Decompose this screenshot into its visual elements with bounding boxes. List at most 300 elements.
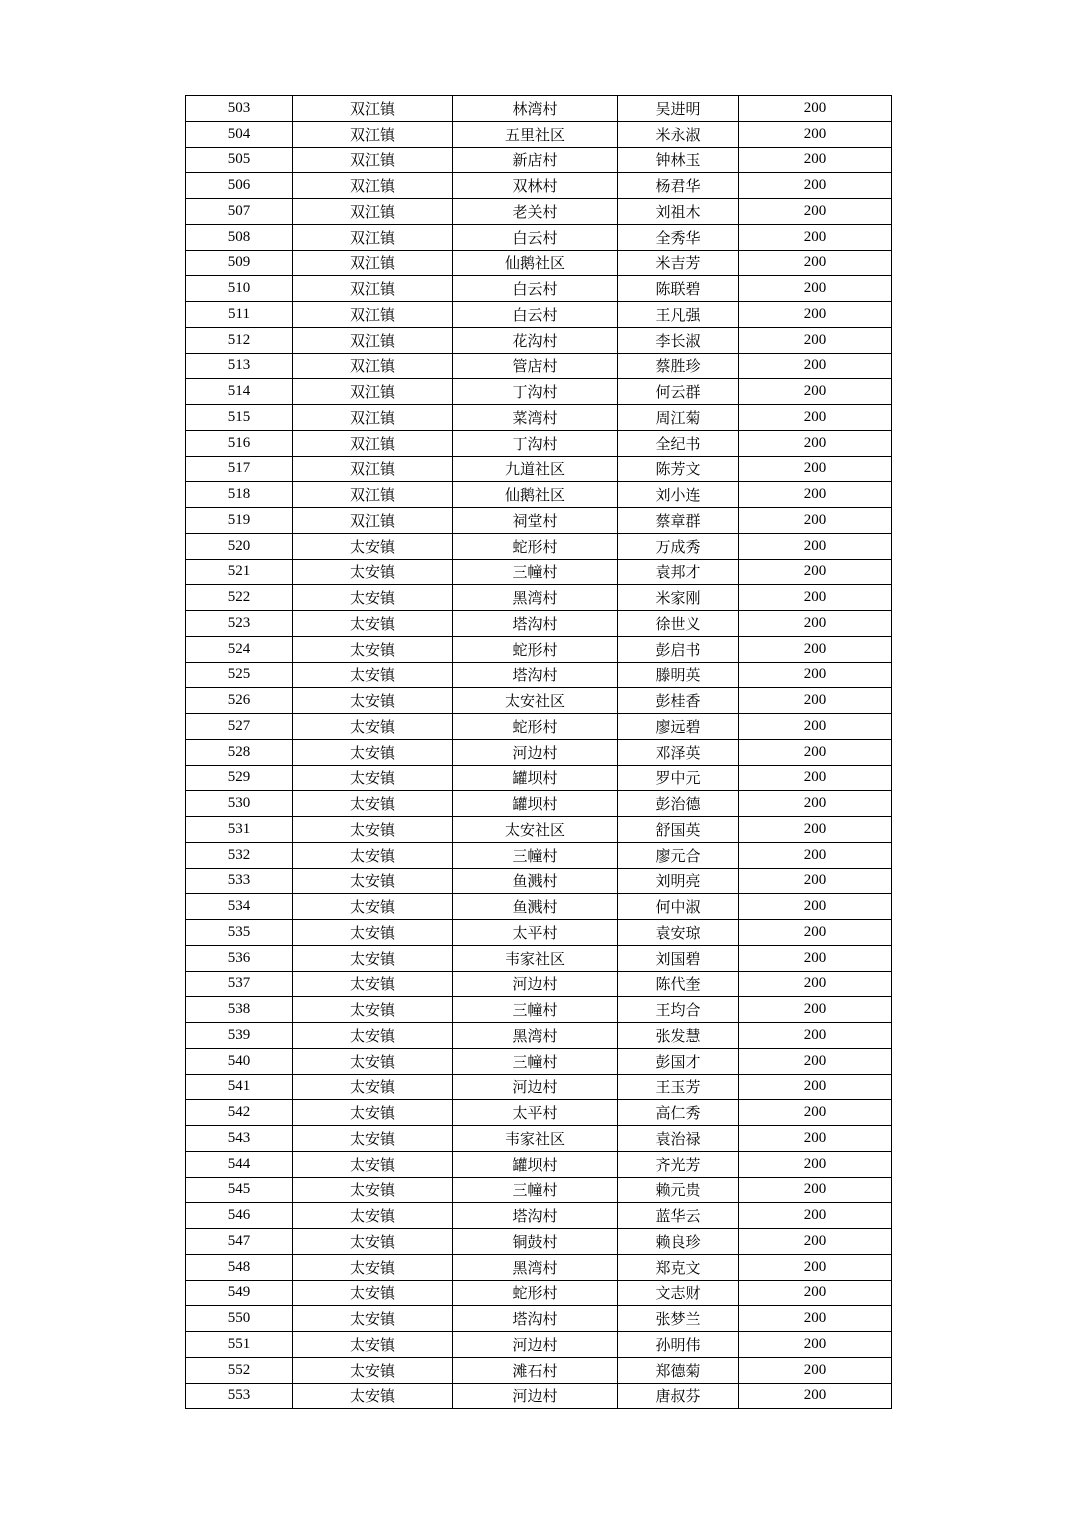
amount-cell: 200 bbox=[739, 662, 892, 688]
town-cell: 太安镇 bbox=[293, 1126, 453, 1152]
table-row bbox=[186, 405, 892, 431]
amount-cell: 200 bbox=[739, 920, 892, 946]
amount-cell: 200 bbox=[739, 1151, 892, 1177]
town-cell: 太安镇 bbox=[293, 945, 453, 971]
table-row bbox=[186, 224, 892, 250]
village-cell: 祠堂村 bbox=[453, 508, 618, 534]
table-row bbox=[186, 173, 892, 199]
amount-cell: 200 bbox=[739, 817, 892, 843]
person-name-cell: 万成秀 bbox=[618, 533, 739, 559]
town-cell: 太安镇 bbox=[293, 997, 453, 1023]
row-number-cell: 530 bbox=[186, 791, 293, 817]
village-cell: 老关村 bbox=[453, 199, 618, 225]
row-number-cell: 539 bbox=[186, 1023, 293, 1049]
person-name-cell: 李长淑 bbox=[618, 327, 739, 353]
person-name-cell: 郑德菊 bbox=[618, 1357, 739, 1383]
village-cell: 黑湾村 bbox=[453, 1023, 618, 1049]
roster-table-body bbox=[186, 96, 892, 1409]
village-cell: 白云村 bbox=[453, 224, 618, 250]
amount-cell: 200 bbox=[739, 1126, 892, 1152]
person-name-cell: 陈代奎 bbox=[618, 971, 739, 997]
row-number-cell: 505 bbox=[186, 147, 293, 173]
amount-cell: 200 bbox=[739, 353, 892, 379]
village-cell: 林湾村 bbox=[453, 96, 618, 122]
amount-cell: 200 bbox=[739, 1203, 892, 1229]
person-name-cell: 刘祖木 bbox=[618, 199, 739, 225]
row-number-cell: 549 bbox=[186, 1280, 293, 1306]
table-row bbox=[186, 1280, 892, 1306]
village-cell: 三幢村 bbox=[453, 559, 618, 585]
village-cell: 塔沟村 bbox=[453, 662, 618, 688]
town-cell: 双江镇 bbox=[293, 327, 453, 353]
amount-cell: 200 bbox=[739, 842, 892, 868]
row-number-cell: 534 bbox=[186, 894, 293, 920]
table-row bbox=[186, 1229, 892, 1255]
person-name-cell: 何云群 bbox=[618, 379, 739, 405]
row-number-cell: 535 bbox=[186, 920, 293, 946]
row-number-cell: 518 bbox=[186, 482, 293, 508]
person-name-cell: 何中淑 bbox=[618, 894, 739, 920]
table-row bbox=[186, 1332, 892, 1358]
person-name-cell: 刘国碧 bbox=[618, 945, 739, 971]
amount-cell: 200 bbox=[739, 276, 892, 302]
village-cell: 蛇形村 bbox=[453, 636, 618, 662]
town-cell: 太安镇 bbox=[293, 1383, 453, 1409]
person-name-cell: 王玉芳 bbox=[618, 1074, 739, 1100]
row-number-cell: 540 bbox=[186, 1048, 293, 1074]
town-cell: 双江镇 bbox=[293, 276, 453, 302]
row-number-cell: 545 bbox=[186, 1177, 293, 1203]
row-number-cell: 506 bbox=[186, 173, 293, 199]
town-cell: 太安镇 bbox=[293, 1048, 453, 1074]
table-row bbox=[186, 456, 892, 482]
village-cell: 蛇形村 bbox=[453, 533, 618, 559]
table-row bbox=[186, 842, 892, 868]
row-number-cell: 523 bbox=[186, 611, 293, 637]
person-name-cell: 徐世义 bbox=[618, 611, 739, 637]
amount-cell: 200 bbox=[739, 559, 892, 585]
amount-cell: 200 bbox=[739, 739, 892, 765]
table-row bbox=[186, 559, 892, 585]
person-name-cell: 舒国英 bbox=[618, 817, 739, 843]
town-cell: 双江镇 bbox=[293, 121, 453, 147]
village-cell: 白云村 bbox=[453, 302, 618, 328]
table-row bbox=[186, 636, 892, 662]
amount-cell: 200 bbox=[739, 147, 892, 173]
row-number-cell: 528 bbox=[186, 739, 293, 765]
town-cell: 太安镇 bbox=[293, 611, 453, 637]
amount-cell: 200 bbox=[739, 1229, 892, 1255]
village-cell: 太平村 bbox=[453, 1100, 618, 1126]
person-name-cell: 赖良珍 bbox=[618, 1229, 739, 1255]
village-cell: 黑湾村 bbox=[453, 585, 618, 611]
row-number-cell: 551 bbox=[186, 1332, 293, 1358]
amount-cell: 200 bbox=[739, 224, 892, 250]
town-cell: 双江镇 bbox=[293, 224, 453, 250]
town-cell: 太安镇 bbox=[293, 585, 453, 611]
town-cell: 双江镇 bbox=[293, 456, 453, 482]
town-cell: 双江镇 bbox=[293, 302, 453, 328]
person-name-cell: 陈芳文 bbox=[618, 456, 739, 482]
amount-cell: 200 bbox=[739, 302, 892, 328]
amount-cell: 200 bbox=[739, 327, 892, 353]
town-cell: 太安镇 bbox=[293, 636, 453, 662]
town-cell: 双江镇 bbox=[293, 430, 453, 456]
town-cell: 太安镇 bbox=[293, 1280, 453, 1306]
person-name-cell: 袁安琼 bbox=[618, 920, 739, 946]
town-cell: 双江镇 bbox=[293, 405, 453, 431]
table-row bbox=[186, 1048, 892, 1074]
table-row bbox=[186, 662, 892, 688]
village-cell: 铜鼓村 bbox=[453, 1229, 618, 1255]
table-row bbox=[186, 1151, 892, 1177]
amount-cell: 200 bbox=[739, 714, 892, 740]
table-row bbox=[186, 971, 892, 997]
village-cell: 太安社区 bbox=[453, 817, 618, 843]
village-cell: 丁沟村 bbox=[453, 430, 618, 456]
table-row bbox=[186, 353, 892, 379]
amount-cell: 200 bbox=[739, 173, 892, 199]
village-cell: 鱼溅村 bbox=[453, 894, 618, 920]
table-row bbox=[186, 714, 892, 740]
row-number-cell: 526 bbox=[186, 688, 293, 714]
person-name-cell: 唐叔芬 bbox=[618, 1383, 739, 1409]
person-name-cell: 邓泽英 bbox=[618, 739, 739, 765]
person-name-cell: 彭桂香 bbox=[618, 688, 739, 714]
table-row bbox=[186, 894, 892, 920]
village-cell: 河边村 bbox=[453, 1383, 618, 1409]
town-cell: 太安镇 bbox=[293, 559, 453, 585]
town-cell: 双江镇 bbox=[293, 482, 453, 508]
town-cell: 太安镇 bbox=[293, 1254, 453, 1280]
table-row bbox=[186, 1074, 892, 1100]
amount-cell: 200 bbox=[739, 430, 892, 456]
table-row bbox=[186, 1023, 892, 1049]
table-row bbox=[186, 121, 892, 147]
table-row bbox=[186, 199, 892, 225]
town-cell: 太安镇 bbox=[293, 868, 453, 894]
row-number-cell: 548 bbox=[186, 1254, 293, 1280]
table-row bbox=[186, 96, 892, 122]
amount-cell: 200 bbox=[739, 121, 892, 147]
town-cell: 太安镇 bbox=[293, 1332, 453, 1358]
table-row bbox=[186, 302, 892, 328]
amount-cell: 200 bbox=[739, 997, 892, 1023]
town-cell: 太安镇 bbox=[293, 1074, 453, 1100]
row-number-cell: 520 bbox=[186, 533, 293, 559]
village-cell: 罐坝村 bbox=[453, 1151, 618, 1177]
amount-cell: 200 bbox=[739, 405, 892, 431]
row-number-cell: 507 bbox=[186, 199, 293, 225]
amount-cell: 200 bbox=[739, 482, 892, 508]
village-cell: 三幢村 bbox=[453, 842, 618, 868]
town-cell: 双江镇 bbox=[293, 379, 453, 405]
village-cell: 韦家社区 bbox=[453, 1126, 618, 1152]
village-cell: 五里社区 bbox=[453, 121, 618, 147]
amount-cell: 200 bbox=[739, 1074, 892, 1100]
village-cell: 滩石村 bbox=[453, 1357, 618, 1383]
table-row bbox=[186, 1177, 892, 1203]
row-number-cell: 546 bbox=[186, 1203, 293, 1229]
village-cell: 黑湾村 bbox=[453, 1254, 618, 1280]
table-row bbox=[186, 1254, 892, 1280]
table-row bbox=[186, 1383, 892, 1409]
town-cell: 双江镇 bbox=[293, 508, 453, 534]
amount-cell: 200 bbox=[739, 611, 892, 637]
person-name-cell: 彭治德 bbox=[618, 791, 739, 817]
town-cell: 太安镇 bbox=[293, 842, 453, 868]
row-number-cell: 552 bbox=[186, 1357, 293, 1383]
town-cell: 太安镇 bbox=[293, 1100, 453, 1126]
table-row bbox=[186, 508, 892, 534]
person-name-cell: 孙明伟 bbox=[618, 1332, 739, 1358]
amount-cell: 200 bbox=[739, 636, 892, 662]
village-cell: 韦家社区 bbox=[453, 945, 618, 971]
village-cell: 九道社区 bbox=[453, 456, 618, 482]
person-name-cell: 蓝华云 bbox=[618, 1203, 739, 1229]
row-number-cell: 531 bbox=[186, 817, 293, 843]
table-row bbox=[186, 585, 892, 611]
table-row bbox=[186, 250, 892, 276]
row-number-cell: 515 bbox=[186, 405, 293, 431]
village-cell: 仙鹅社区 bbox=[453, 482, 618, 508]
town-cell: 太安镇 bbox=[293, 662, 453, 688]
amount-cell: 200 bbox=[739, 379, 892, 405]
amount-cell: 200 bbox=[739, 1100, 892, 1126]
row-number-cell: 517 bbox=[186, 456, 293, 482]
person-name-cell: 吴进明 bbox=[618, 96, 739, 122]
table-row bbox=[186, 1306, 892, 1332]
amount-cell: 200 bbox=[739, 791, 892, 817]
table-row bbox=[186, 1126, 892, 1152]
row-number-cell: 524 bbox=[186, 636, 293, 662]
table-row bbox=[186, 997, 892, 1023]
town-cell: 太安镇 bbox=[293, 1023, 453, 1049]
village-cell: 罐坝村 bbox=[453, 791, 618, 817]
person-name-cell: 王凡强 bbox=[618, 302, 739, 328]
town-cell: 太安镇 bbox=[293, 920, 453, 946]
amount-cell: 200 bbox=[739, 1306, 892, 1332]
row-number-cell: 541 bbox=[186, 1074, 293, 1100]
row-number-cell: 550 bbox=[186, 1306, 293, 1332]
amount-cell: 200 bbox=[739, 1280, 892, 1306]
town-cell: 太安镇 bbox=[293, 1151, 453, 1177]
person-name-cell: 廖远碧 bbox=[618, 714, 739, 740]
person-name-cell: 袁治禄 bbox=[618, 1126, 739, 1152]
village-cell: 罐坝村 bbox=[453, 765, 618, 791]
town-cell: 太安镇 bbox=[293, 1357, 453, 1383]
table-row bbox=[186, 611, 892, 637]
person-name-cell: 彭启书 bbox=[618, 636, 739, 662]
person-name-cell: 张梦兰 bbox=[618, 1306, 739, 1332]
table-row bbox=[186, 920, 892, 946]
village-cell: 河边村 bbox=[453, 971, 618, 997]
table-row bbox=[186, 147, 892, 173]
row-number-cell: 553 bbox=[186, 1383, 293, 1409]
town-cell: 太安镇 bbox=[293, 739, 453, 765]
row-number-cell: 532 bbox=[186, 842, 293, 868]
town-cell: 太安镇 bbox=[293, 533, 453, 559]
amount-cell: 200 bbox=[739, 1357, 892, 1383]
town-cell: 双江镇 bbox=[293, 147, 453, 173]
person-name-cell: 滕明英 bbox=[618, 662, 739, 688]
town-cell: 双江镇 bbox=[293, 250, 453, 276]
village-cell: 菜湾村 bbox=[453, 405, 618, 431]
village-cell: 蛇形村 bbox=[453, 714, 618, 740]
row-number-cell: 525 bbox=[186, 662, 293, 688]
person-name-cell: 米家刚 bbox=[618, 585, 739, 611]
table-row bbox=[186, 430, 892, 456]
village-cell: 太安社区 bbox=[453, 688, 618, 714]
table-row bbox=[186, 1203, 892, 1229]
amount-cell: 200 bbox=[739, 96, 892, 122]
table-row bbox=[186, 482, 892, 508]
village-cell: 塔沟村 bbox=[453, 1306, 618, 1332]
row-number-cell: 519 bbox=[186, 508, 293, 534]
table-row bbox=[186, 739, 892, 765]
person-name-cell: 袁邦才 bbox=[618, 559, 739, 585]
village-cell: 三幢村 bbox=[453, 997, 618, 1023]
table-row bbox=[186, 817, 892, 843]
town-cell: 太安镇 bbox=[293, 688, 453, 714]
town-cell: 双江镇 bbox=[293, 353, 453, 379]
village-cell: 太平村 bbox=[453, 920, 618, 946]
person-name-cell: 刘小连 bbox=[618, 482, 739, 508]
amount-cell: 200 bbox=[739, 199, 892, 225]
row-number-cell: 522 bbox=[186, 585, 293, 611]
table-row bbox=[186, 327, 892, 353]
row-number-cell: 510 bbox=[186, 276, 293, 302]
row-number-cell: 503 bbox=[186, 96, 293, 122]
row-number-cell: 527 bbox=[186, 714, 293, 740]
row-number-cell: 547 bbox=[186, 1229, 293, 1255]
village-cell: 塔沟村 bbox=[453, 1203, 618, 1229]
town-cell: 太安镇 bbox=[293, 971, 453, 997]
amount-cell: 200 bbox=[739, 456, 892, 482]
person-name-cell: 王均合 bbox=[618, 997, 739, 1023]
person-name-cell: 全秀华 bbox=[618, 224, 739, 250]
town-cell: 双江镇 bbox=[293, 173, 453, 199]
person-name-cell: 蔡章群 bbox=[618, 508, 739, 534]
amount-cell: 200 bbox=[739, 1177, 892, 1203]
village-cell: 花沟村 bbox=[453, 327, 618, 353]
table-row bbox=[186, 533, 892, 559]
amount-cell: 200 bbox=[739, 765, 892, 791]
amount-cell: 200 bbox=[739, 945, 892, 971]
village-cell: 丁沟村 bbox=[453, 379, 618, 405]
person-name-cell: 郑克文 bbox=[618, 1254, 739, 1280]
amount-cell: 200 bbox=[739, 894, 892, 920]
row-number-cell: 544 bbox=[186, 1151, 293, 1177]
person-name-cell: 杨君华 bbox=[618, 173, 739, 199]
row-number-cell: 516 bbox=[186, 430, 293, 456]
table-row bbox=[186, 868, 892, 894]
amount-cell: 200 bbox=[739, 1048, 892, 1074]
person-name-cell: 米吉芳 bbox=[618, 250, 739, 276]
person-name-cell: 米永淑 bbox=[618, 121, 739, 147]
village-cell: 河边村 bbox=[453, 1332, 618, 1358]
row-number-cell: 543 bbox=[186, 1126, 293, 1152]
table-row bbox=[186, 1357, 892, 1383]
person-name-cell: 齐光芳 bbox=[618, 1151, 739, 1177]
person-name-cell: 高仁秀 bbox=[618, 1100, 739, 1126]
person-name-cell: 廖元合 bbox=[618, 842, 739, 868]
village-cell: 双林村 bbox=[453, 173, 618, 199]
amount-cell: 200 bbox=[739, 688, 892, 714]
amount-cell: 200 bbox=[739, 250, 892, 276]
amount-cell: 200 bbox=[739, 508, 892, 534]
table-row bbox=[186, 688, 892, 714]
village-cell: 蛇形村 bbox=[453, 1280, 618, 1306]
amount-cell: 200 bbox=[739, 868, 892, 894]
table-row bbox=[186, 276, 892, 302]
village-cell: 河边村 bbox=[453, 739, 618, 765]
row-number-cell: 529 bbox=[186, 765, 293, 791]
amount-cell: 200 bbox=[739, 585, 892, 611]
village-cell: 白云村 bbox=[453, 276, 618, 302]
row-number-cell: 538 bbox=[186, 997, 293, 1023]
village-cell: 三幢村 bbox=[453, 1177, 618, 1203]
village-cell: 管店村 bbox=[453, 353, 618, 379]
row-number-cell: 542 bbox=[186, 1100, 293, 1126]
person-name-cell: 周江菊 bbox=[618, 405, 739, 431]
town-cell: 太安镇 bbox=[293, 894, 453, 920]
table-row bbox=[186, 379, 892, 405]
row-number-cell: 536 bbox=[186, 945, 293, 971]
town-cell: 太安镇 bbox=[293, 791, 453, 817]
table-row bbox=[186, 1100, 892, 1126]
row-number-cell: 513 bbox=[186, 353, 293, 379]
town-cell: 太安镇 bbox=[293, 817, 453, 843]
row-number-cell: 521 bbox=[186, 559, 293, 585]
row-number-cell: 511 bbox=[186, 302, 293, 328]
town-cell: 太安镇 bbox=[293, 1203, 453, 1229]
village-cell: 仙鹅社区 bbox=[453, 250, 618, 276]
person-name-cell: 罗中元 bbox=[618, 765, 739, 791]
row-number-cell: 512 bbox=[186, 327, 293, 353]
person-name-cell: 陈联碧 bbox=[618, 276, 739, 302]
table-row bbox=[186, 945, 892, 971]
village-cell: 塔沟村 bbox=[453, 611, 618, 637]
amount-cell: 200 bbox=[739, 1023, 892, 1049]
person-name-cell: 张发慧 bbox=[618, 1023, 739, 1049]
town-cell: 太安镇 bbox=[293, 1306, 453, 1332]
table-row bbox=[186, 791, 892, 817]
amount-cell: 200 bbox=[739, 1254, 892, 1280]
town-cell: 太安镇 bbox=[293, 1229, 453, 1255]
town-cell: 太安镇 bbox=[293, 765, 453, 791]
row-number-cell: 508 bbox=[186, 224, 293, 250]
person-name-cell: 彭国才 bbox=[618, 1048, 739, 1074]
person-name-cell: 钟林玉 bbox=[618, 147, 739, 173]
village-cell: 鱼溅村 bbox=[453, 868, 618, 894]
roster-table bbox=[185, 95, 892, 1409]
person-name-cell: 蔡胜珍 bbox=[618, 353, 739, 379]
row-number-cell: 504 bbox=[186, 121, 293, 147]
person-name-cell: 全纪书 bbox=[618, 430, 739, 456]
village-cell: 三幢村 bbox=[453, 1048, 618, 1074]
table-row bbox=[186, 765, 892, 791]
person-name-cell: 赖元贵 bbox=[618, 1177, 739, 1203]
town-cell: 太安镇 bbox=[293, 1177, 453, 1203]
person-name-cell: 文志财 bbox=[618, 1280, 739, 1306]
amount-cell: 200 bbox=[739, 533, 892, 559]
row-number-cell: 537 bbox=[186, 971, 293, 997]
town-cell: 双江镇 bbox=[293, 199, 453, 225]
village-cell: 新店村 bbox=[453, 147, 618, 173]
person-name-cell: 刘明亮 bbox=[618, 868, 739, 894]
amount-cell: 200 bbox=[739, 971, 892, 997]
